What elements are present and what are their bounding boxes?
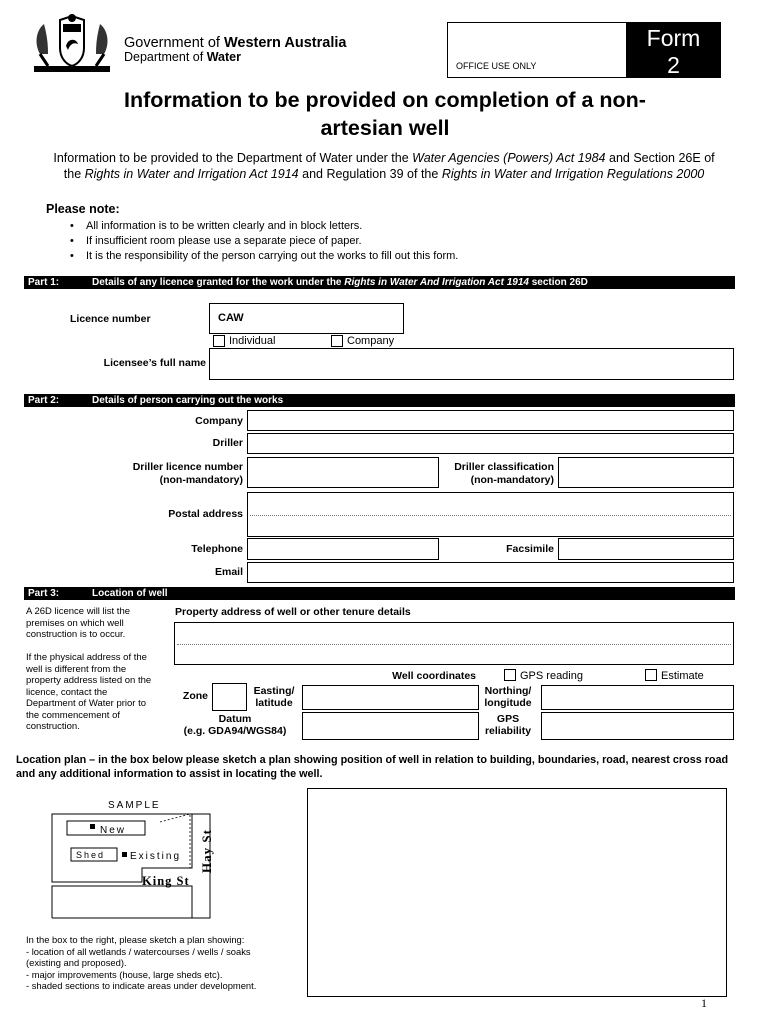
page-number: 1 <box>701 996 707 1010</box>
telephone-field[interactable] <box>247 538 439 560</box>
intro-text-1: Information to be provided to the Department of Water under the <box>53 151 413 165</box>
sample-king-st: King St <box>142 874 190 888</box>
part1-title-b: section 26D <box>528 277 588 288</box>
sketch-help-1: In the box to the right, please sketch a plan showing: <box>26 934 245 945</box>
part2-title: Details of person carrying out the works <box>92 395 284 406</box>
part2-header <box>24 394 735 407</box>
location-plan-instruction: Location plan – in the box below please sketch a plan showing position of well in relation to building, boundaries, road, nearest cross road and any additional information to assist in locating the well. <box>16 754 729 780</box>
dept-name: Water <box>206 50 241 64</box>
sketch-help-3: - major improvements (house, large sheds etc). <box>26 968 223 980</box>
sample-existing-label: Existing <box>130 851 182 861</box>
datum-label-2: (e.g. GDA94/WGS84) <box>183 725 287 737</box>
part3-title: Location of well <box>92 588 168 599</box>
zone-field[interactable] <box>212 683 247 711</box>
part3-side-note-2: If the physical address of the well is different from the property address listed on the licence, contact the Department of Water prior to the commencement of construction. <box>26 652 152 732</box>
note-item: • If insufficient room please use a separate piece of paper. <box>64 234 704 249</box>
form-number: 2 <box>667 52 680 78</box>
easting-label-1: Easting/ <box>253 685 295 697</box>
driller-class-label-2: (non-mandatory) <box>470 474 554 486</box>
easting-label <box>248 685 300 709</box>
facsimile-field[interactable] <box>558 538 734 560</box>
intro-text-2: and Section 26E of the <box>63 151 715 181</box>
northing-label-1: Northing/ <box>484 685 532 697</box>
sample-new-label: New <box>100 825 127 836</box>
part3-number: Part 3: <box>28 588 60 599</box>
zone-label: Zone <box>182 690 208 702</box>
postal-address-field[interactable] <box>247 492 734 537</box>
driller-licence-label <box>80 461 243 487</box>
part2-number: Part 2: <box>28 395 60 406</box>
dept-prefix: Department of <box>124 50 204 64</box>
part1-number: Part 1: <box>28 277 60 288</box>
northing-label <box>478 685 538 709</box>
note-heading: Please note: <box>46 202 120 216</box>
easting-label-2: latitude <box>255 697 293 709</box>
sample-label: SAMPLE <box>108 800 161 811</box>
coat-of-arms-icon <box>26 14 118 76</box>
office-use-label: OFFICE USE ONLY <box>456 61 537 71</box>
part3-side-note-1: A 26D licence will list the premises on which well construction is to occur. <box>26 606 131 640</box>
licence-number-label: Licence number <box>70 313 151 325</box>
title-line-2: artesian well <box>320 116 450 140</box>
gps-reliability-label-2: reliability <box>484 725 532 737</box>
office-use-box <box>447 22 627 78</box>
form-label: Form <box>646 25 701 51</box>
postal-address-label: Postal address <box>168 508 243 520</box>
intro-act-1: Water Agencies (Powers) Act 1984 <box>412 151 606 165</box>
crest-logo <box>26 14 118 76</box>
estimate-label: Estimate <box>661 670 704 682</box>
individual-checkbox[interactable] <box>213 335 225 347</box>
licence-number-field[interactable] <box>209 303 404 334</box>
postal-divider <box>250 515 731 516</box>
form-badge <box>626 22 721 78</box>
driller-licence-label-2: (non-mandatory) <box>159 474 243 486</box>
individual-label: Individual <box>229 335 276 347</box>
email-label: Email <box>214 566 243 578</box>
title-line-1: Information to be provided on completion of a non- <box>124 88 646 112</box>
sketch-area[interactable] <box>307 788 727 997</box>
sketch-help-4: - shaded sections to indicate areas under development. <box>26 980 257 991</box>
department-name <box>124 50 241 64</box>
part1-title-act: Rights in Water And Irrigation Act 1914 <box>344 277 529 288</box>
intro-paragraph <box>48 151 720 182</box>
estimate-checkbox[interactable] <box>645 669 657 681</box>
company-checkbox[interactable] <box>331 335 343 347</box>
property-address-field[interactable] <box>174 622 734 665</box>
facsimile-label: Facsimile <box>506 543 554 555</box>
company-field-label: Company <box>195 415 243 427</box>
licensee-name-label: Licensee’s full name <box>103 357 206 369</box>
driller-class-label-1: Driller classification <box>454 461 554 473</box>
government-name <box>124 35 346 51</box>
northing-field[interactable] <box>541 685 734 710</box>
sample-shed-label: Shed <box>76 851 106 860</box>
sample-hay-st: Hay St <box>199 829 214 873</box>
driller-classification-label <box>420 461 554 487</box>
gps-reliability-label-1: GPS <box>496 713 520 725</box>
gps-reading-label: GPS reading <box>520 670 583 682</box>
part1-title <box>92 276 588 289</box>
gps-reliability-label <box>478 713 538 737</box>
driller-field-label: Driller <box>212 437 243 449</box>
easting-field[interactable] <box>302 685 479 710</box>
sample-sketch <box>50 812 216 920</box>
northing-label-2: longitude <box>484 697 532 709</box>
telephone-label: Telephone <box>191 543 243 555</box>
gps-reading-checkbox[interactable] <box>504 669 516 681</box>
licence-prefix: CAW <box>218 312 244 324</box>
gps-reliability-field[interactable] <box>541 712 734 740</box>
driller-field[interactable] <box>247 433 734 454</box>
company-label: Company <box>347 335 395 347</box>
datum-label-1: Datum <box>218 713 252 725</box>
licensee-name-field[interactable] <box>209 348 734 380</box>
well-coordinates-label: Well coordinates <box>392 670 476 682</box>
datum-label <box>170 713 300 737</box>
sketch-help <box>26 934 288 992</box>
company-field[interactable] <box>247 410 734 431</box>
page-title <box>0 86 770 142</box>
note-list <box>64 219 704 264</box>
intro-act-3: Rights in Water and Irrigation Regulations 2000 <box>441 166 705 181</box>
driller-licence-label-1: Driller licence number <box>132 461 243 473</box>
note-item: • It is the responsibility of the person carrying out the works to fill out this form. <box>64 249 704 264</box>
email-field[interactable] <box>247 562 734 583</box>
gov-prefix: Government of <box>124 35 220 51</box>
part3-header <box>24 587 735 600</box>
driller-licence-field[interactable] <box>247 457 439 488</box>
intro-text-3: and Regulation 39 of the <box>298 166 442 181</box>
driller-classification-field[interactable] <box>558 457 734 488</box>
datum-field[interactable] <box>302 712 479 740</box>
gov-state: Western Australia <box>223 35 347 51</box>
part1-title-a: Details of any licence granted for the work under the <box>92 277 345 288</box>
intro-act-2: Rights in Water and Irrigation Act 1914 <box>84 166 299 181</box>
property-divider <box>177 644 731 645</box>
part1-header <box>24 276 735 289</box>
sketch-help-2: - location of all wetlands / watercourses / wells / soaks (existing and proposed). <box>26 945 251 968</box>
property-address-label: Property address of well or other tenure details <box>175 606 411 618</box>
note-item: • All information is to be written clearly and in block letters. <box>64 219 704 234</box>
